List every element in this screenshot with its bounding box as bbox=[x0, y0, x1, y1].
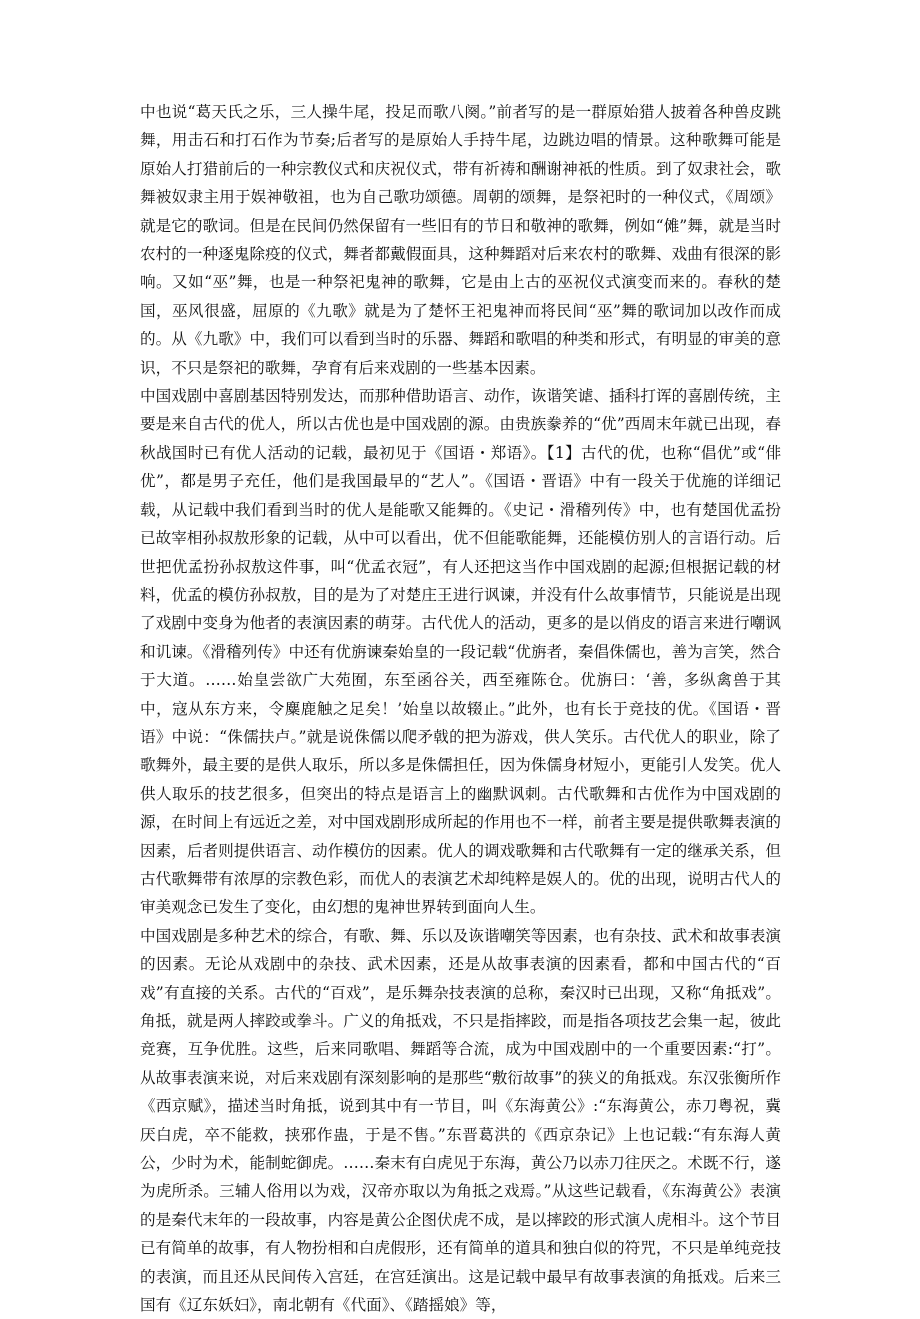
paragraph-ancient-song-dance: 中也说“葛天氏之乐，三人操牛尾，投足而歌八阕。”前者写的是一群原始猎人披着各种兽皮跳舞，用击石和打石作为节奏;后者写的是原始人手持牛尾，边跳边唱的情景。这种歌舞可能是原始人打猎前后的一种宗教仪式和庆祝仪式，带有祈祷和酬谢神祇的性质。到了奴隶社会，歌舞被奴隶主用于娱神敬祖，也为自己歌功颂德。周朝的颂舞，是祭祀时的一种仪式，《周颂》就是它的歌词。但是在民间仍然保留有一些旧有的节日和敬神的歌舞，例如“傩”舞，就是当时农村的一种逐鬼除疫的仪式，舞者都戴假面具，这种舞蹈对后来农村的歌舞、戏曲有很深的影响。又如“巫”舞，也是一种祭祀鬼神的歌舞，它是由上古的巫祝仪式演变而来的。春秋的楚国，巫风很盛，屈原的《九歌》就是为了楚怀王祀鬼神而将民间“巫”舞的歌词加以改作而成的。从《九歌》中，我们可以看到当时的乐器、舞蹈和歌唱的种类和形式，有明显的审美的意识，不只是祭祀的歌舞，孕育有后来戏剧的一些基本因素。 bbox=[140, 103, 781, 377]
paragraph-hundred-plays: 中国戏剧是多种艺术的综合，有歌、舞、乐以及诙谐嘲笑等因素，也有杂技、武术和故事表演的因素。无论从戏剧中的杂技、武术因素，还是从故事表演的因素看，都和中国古代的“百戏”有直接的关系。古代的“百戏”，是乐舞杂技表演的总称，秦汉时已出现，又称“角抵戏”。角抵，就是两人摔跤或拳斗。广义的角抵戏，不只是指摔跤，而是指各项技艺会集一起，彼此竞赛，互争优胜。这些，后来同歌唱、舞蹈等合流，成为中国戏剧中的一个重要因素:“打”。从故事表演来说，对后来戏剧有深刻影响的是那些“敷衍故事”的狭义的角抵戏。东汉张衡所作《西京赋》，描述当时角抵，说到其中有一节目，叫《东海黄公》:“东海黄公，赤刀粤祝，冀厌白虎，卒不能救，挟邪作蛊，于是不售。”东晋葛洪的《西京杂记》上也记载:“有东海人黄公，少时为术，能制蛇御虎。……秦末有白虎见于东海，黄公乃以赤刀往厌之。术既不行，遂为虎所杀。三辅人俗用以为戏，汉帝亦取以为角抵之戏焉。”从这些记载看，《东海黄公》表演的是秦代末年的一段故事，内容是黄公企图伏虎不成，是以摔跤的形式演人虎相斗。这个节目已有简单的故事，有人物扮相和白虎假形，还有简单的道具和独白似的符咒，不只是单纯竞技的表演，而且还从民间传入宫廷，在宫廷演出。这是记载中最早有故事表演的角抵戏。后来三国有《辽东妖妇》，南北朝有《代面》、《踏摇娘》等， bbox=[140, 926, 781, 1315]
document-page bbox=[140, 98, 781, 1319]
paragraph-ancient-jesters: 中国戏剧中喜剧基因特别发达，而那种借助语言、动作，诙谐笑谑、插科打诨的喜剧传统，主要是来自古代的优人，所以古优也是中国戏剧的源。由贵族豢养的“优”西周末年就已出现，春秋战国时已有优人活动的记载，最初见于《国语・郑语》。【1】古代的优，也称“倡优”或“俳优”，都是男子充任，他们是我国最早的“艺人”。《国语・晋语》中有一段关于优施的详细记载，从记载中我们看到当时的优人是能歌又能舞的。《史记・滑稽列传》中，也有楚国优孟扮已故宰相孙叔敖形象的记载，从中可以看出，优不但能歌能舞，还能模仿别人的言语行动。后世把优孟扮孙叔敖这件事，叫“优孟衣冠”，有人还把这当作中国戏剧的起源;但根据记载的材料，优孟的模仿孙叔敖，目的是为了对楚庄王进行讽谏，并没有什么故事情节，只能说是出现了戏剧中变身为他者的表演因素的萌芽。古代优人的活动，更多的是以俏皮的语言来进行嘲讽和讥谏。《滑稽列传》中还有优旃谏秦始皇的一段记载“优旃者，秦倡侏儒也，善为言笑，然合于大道。……始皇尝欲广大苑囿，东至函谷关，西至雍陈仓。优旃曰：‘善，多纵禽兽于其中，寇从东方来，令麋鹿触之足矣！’始皇以故辍止。”此外，也有长于竞技的优。《国语・晋语》中说：“侏儒扶卢。”就是说侏儒以爬矛戟的把为游戏，供人笑乐。古代优人的职业，除了歌舞外，最主要的是供人取乐，所以多是侏儒担任，因为侏儒身材短小，更能引人发笑。优人供人取乐的技艺很多，但突出的特点是语言上的幽默讽刺。古代歌舞和古优作为中国戏剧的源，在时间上有远近之差，对中国戏剧形成所起的作用也不一样，前者主要是提供歌舞表演的因素，后者则提供语言、动作模仿的因素。优人的调戏歌舞和古代歌舞有一定的继承关系，但古代歌舞带有浓厚的宗教色彩，而优人的表演艺术却纯粹是娱人的。优的出现，说明古代人的审美观念已发生了变化，由幻想的鬼神世界转到面向人生。 bbox=[140, 387, 781, 917]
